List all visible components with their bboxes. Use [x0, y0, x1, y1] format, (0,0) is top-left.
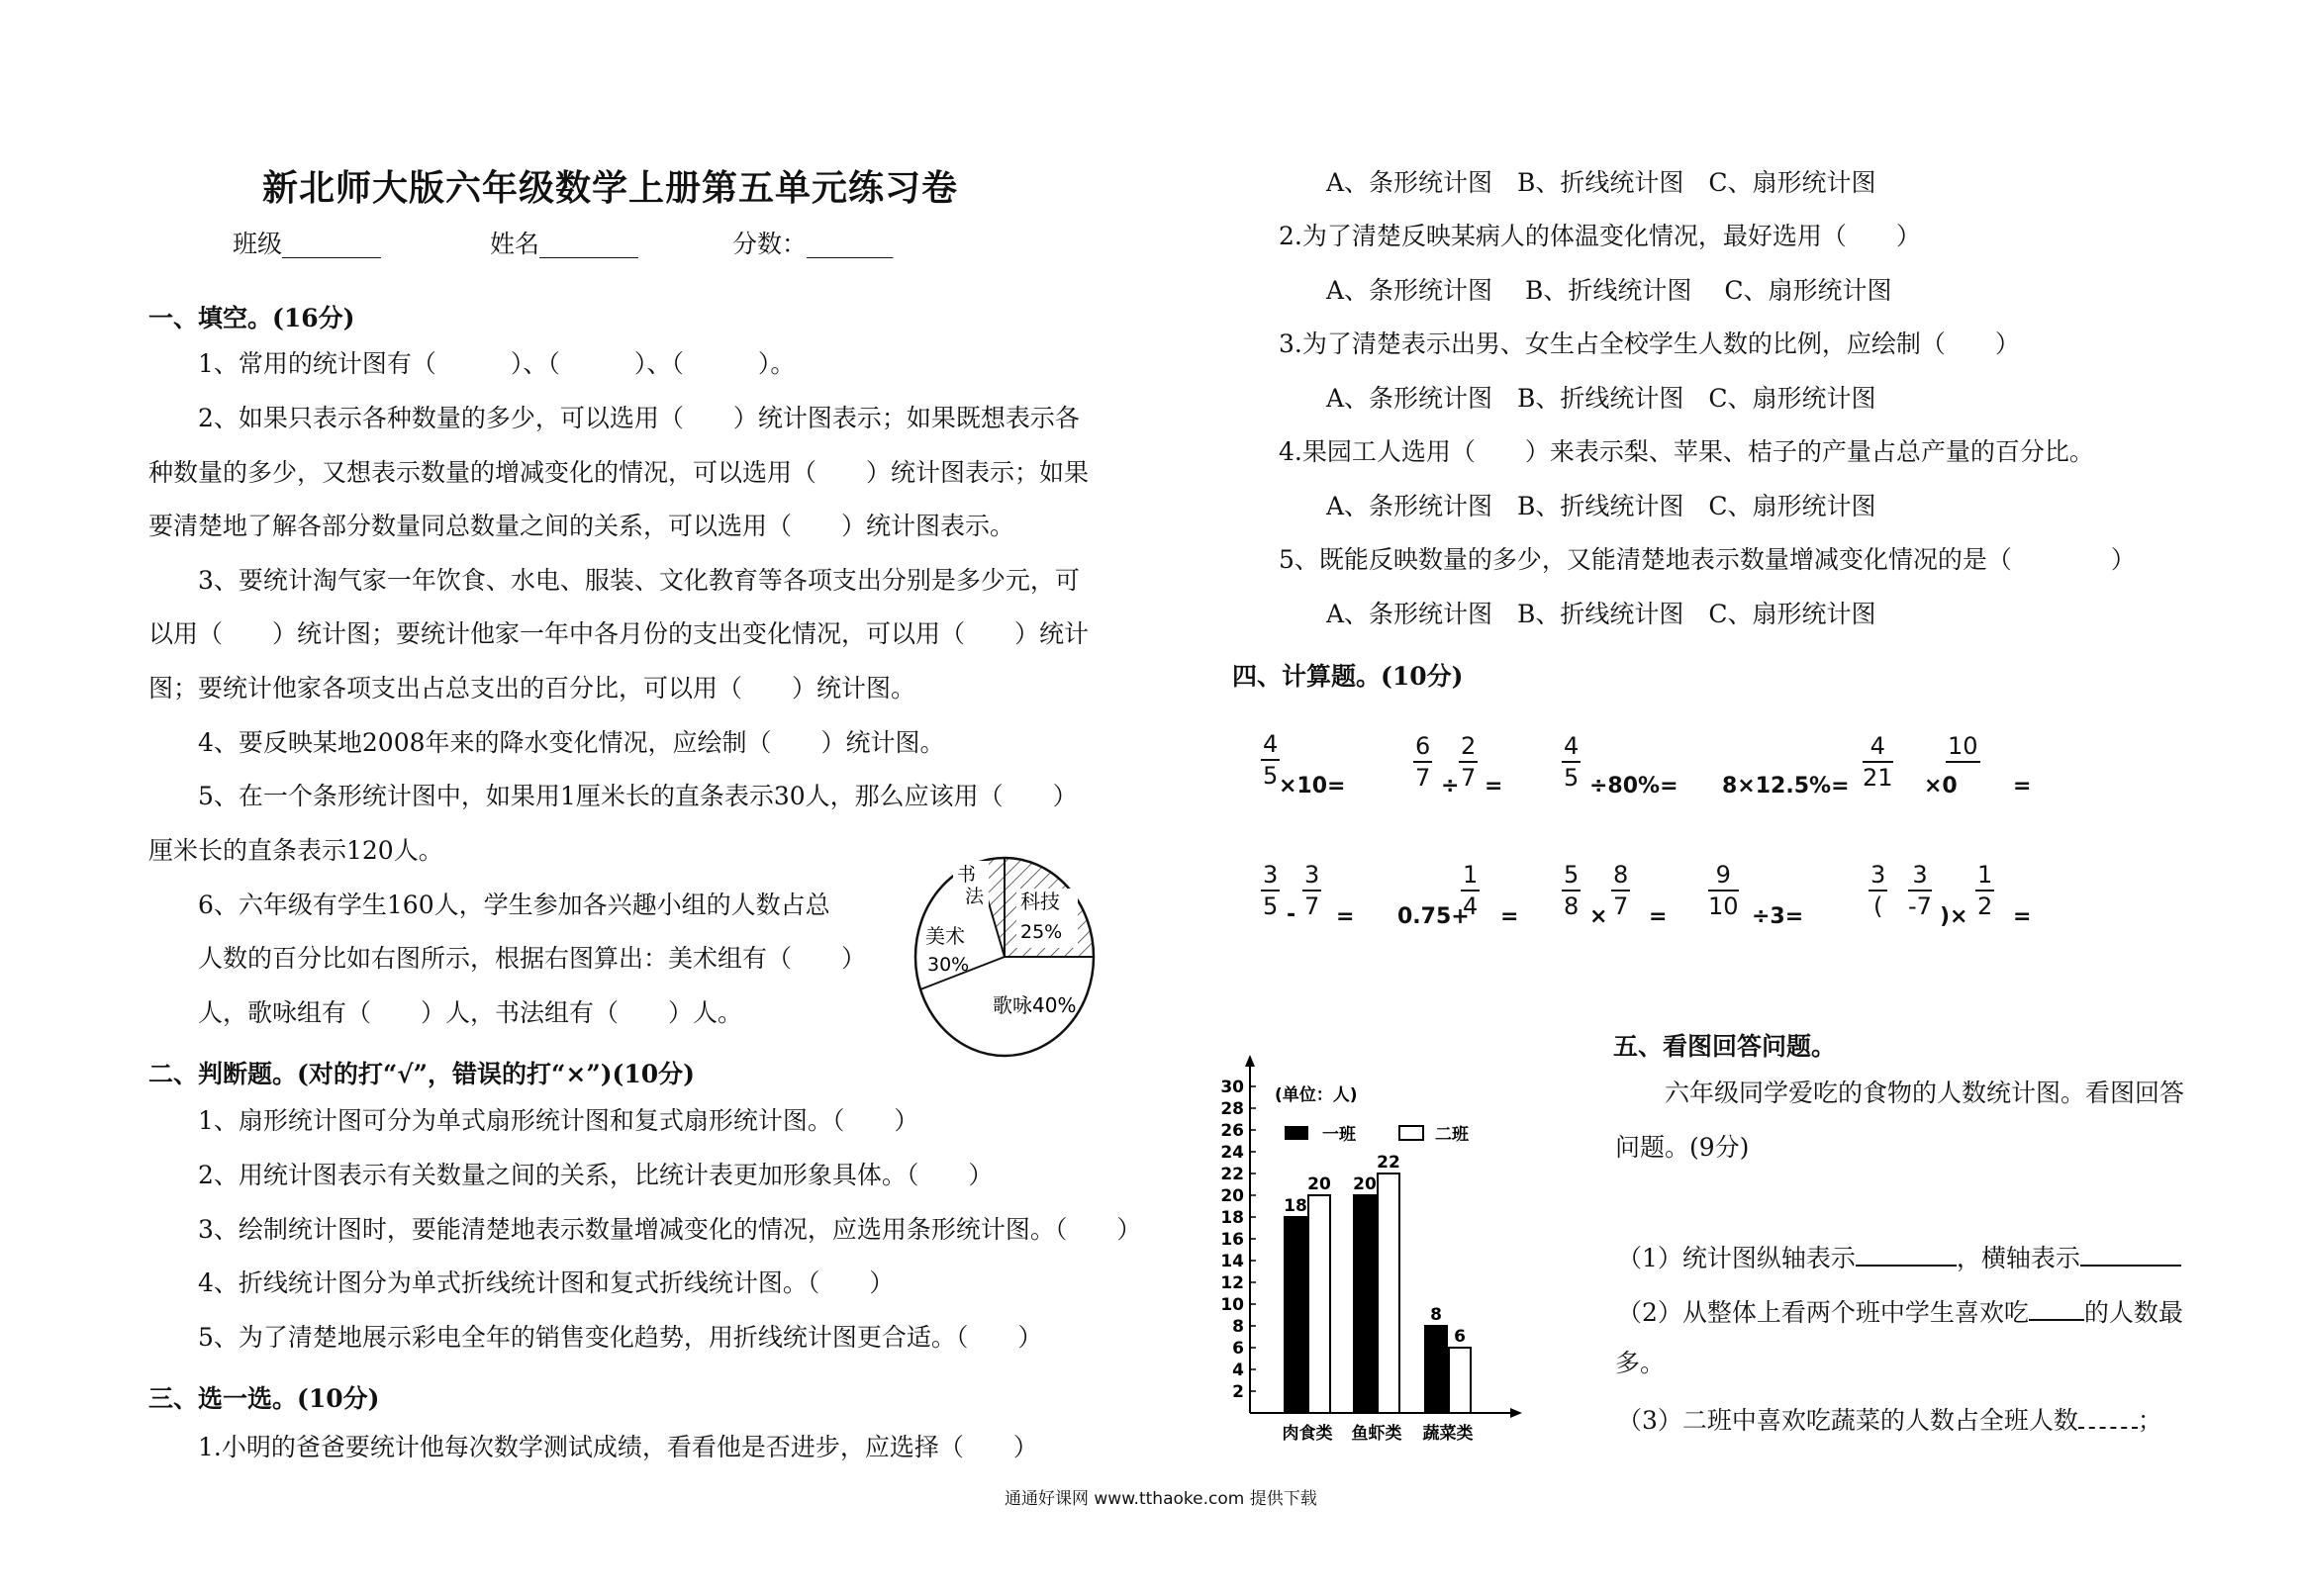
s2-line-2: 2、用统计图表示有关数量之间的关系，比统计表更加形象具体。（ ） — [198, 1161, 994, 1189]
bar-class2 — [1449, 1348, 1471, 1413]
r1-text-4: ÷80%= — [1589, 774, 1678, 798]
r1-frac-5: $\frac{4}{21}$ — [1863, 732, 1893, 792]
y-tick-label: 6 — [1232, 1339, 1244, 1359]
s5-q2: （2）从整体上看两个班中学生喜欢吃 的人数最 — [1617, 1298, 2183, 1327]
r2-frac-9: $\frac{1}{2}$ — [1977, 861, 1993, 920]
r2-text-3: 0.75+ — [1397, 904, 1470, 929]
s3-q5: 5、既能反映数量的多少，又能清楚地表示数量增减变化情况的是（ ） — [1279, 545, 2136, 574]
s3-q1: 1.小明的爸爸要统计他每次数学测试成绩，看看他是否进步，应选择（ ） — [198, 1433, 1038, 1461]
s5-q3: （3）二班中喜欢吃蔬菜的人数占全班人数 ； — [1617, 1406, 2162, 1435]
bar-class2 — [1308, 1195, 1330, 1413]
s1-line-4: 要清楚地了解各部分数量同总数量之间的关系，可以选用（ ）统计图表示。 — [148, 512, 1015, 540]
interest-group-pie-chart — [906, 849, 1103, 1065]
y-tick-label: 12 — [1220, 1273, 1244, 1293]
s1-line-6: 以用（ ）统计图；要统计他家一年中各月份的支出变化情况，可以用（ ）统计 — [148, 619, 1090, 648]
s5-intro-2: 问题。(9分) — [1615, 1133, 1750, 1162]
s3-q4: 4.果园工人选用（ ）来表示梨、苹果、桔子的产量占总产量的百分比。 — [1279, 437, 2094, 466]
s1-line-1: 1、常用的统计图有（ ）、（ ）、（ ）。 — [198, 349, 796, 378]
s5-intro-1: 六年级同学爱吃的食物的人数统计图。看图回答 — [1665, 1079, 2185, 1107]
y-tick-label: 22 — [1220, 1165, 1244, 1184]
section5-heading: 五、看图回答问题。 — [1613, 1032, 1837, 1061]
s1-line-11: 6、六年级有学生160人，学生参加各兴趣小组的人数占总 — [198, 891, 830, 919]
bar-value-label: 20 — [1353, 1174, 1377, 1194]
pie-label-shufa-2: 法 — [965, 886, 985, 907]
s5-q3-blank[interactable] — [2078, 1405, 2138, 1429]
s2-line-1: 1、扇形统计图可分为单式扇形统计图和复式扇形统计图。（ ） — [198, 1106, 919, 1135]
s5-q2-cont: 多。 — [1615, 1349, 1666, 1377]
legend-swatch-class2 — [1399, 1126, 1423, 1140]
s3-q2: 2.为了清楚反映某病人的体温变化情况，最好选用（ ） — [1279, 222, 1921, 250]
s3-q4-options: A、条形统计图 B、折线统计图 C、扇形统计图 — [1326, 492, 1876, 520]
r2-frac-8: $\frac{3}{-7}$ — [1908, 861, 1932, 920]
pie-label-keji: 科技 — [1020, 890, 1060, 913]
r1-text-5: 8×12.5%= — [1722, 774, 1850, 798]
bar-class2 — [1378, 1174, 1399, 1413]
section4-heading: 四、计算题。(10分) — [1232, 662, 1464, 691]
s3-q2-options: A、条形统计图 B、折线统计图 C、扇形统计图 — [1326, 276, 1892, 305]
s3-q3: 3.为了清楚表示出男、女生占全校学生人数的比例，应绘制（ ） — [1279, 329, 2020, 358]
bar-unit-label: (单位：人) — [1275, 1085, 1358, 1105]
x-category-label: 蔬菜类 — [1422, 1424, 1474, 1444]
r2-frac-1: $\frac{3}{5}$ — [1263, 861, 1279, 920]
section2-heading: 二、判断题。(对的打“√”，错误的打“×”)(10分) — [148, 1060, 696, 1088]
s3-q3-options: A、条形统计图 B、折线统计图 C、扇形统计图 — [1326, 384, 1876, 413]
bar-value-label: 6 — [1454, 1327, 1466, 1347]
r1-text-6: ×0 — [1924, 774, 1958, 798]
r2-text-9: = — [2013, 904, 2032, 929]
s2-line-4: 4、折线统计图分为单式折线统计图和复式折线统计图。（ ） — [198, 1268, 895, 1297]
s2-line-3: 3、绘制统计图时，要能清楚地表示数量增减变化的情况，应选用条形统计图。（ ） — [198, 1215, 1142, 1244]
s1-line-5: 3、要统计淘气家一年饮食、水电、服装、文化教育等各项支出分别是多少元，可 — [198, 566, 1080, 595]
bar-class1 — [1354, 1195, 1376, 1413]
bar-marks — [1283, 1153, 1474, 1444]
r2-frac-7: 3 ( — [1870, 861, 1886, 920]
r1-text-2: ÷ — [1441, 774, 1460, 798]
y-tick-label: 24 — [1220, 1143, 1244, 1163]
y-tick-label: 10 — [1220, 1295, 1244, 1315]
y-tick-label: 28 — [1220, 1099, 1244, 1119]
y-tick-label: 30 — [1220, 1078, 1244, 1097]
footer: 通通好课网 www.tthaoke.com 提供下载 — [1005, 1489, 1317, 1509]
pie-label-geyong: 歌咏40% — [993, 993, 1077, 1017]
y-tick-label: 4 — [1232, 1361, 1244, 1380]
y-tick-label: 20 — [1220, 1186, 1244, 1206]
page-title: 新北师大版六年级数学上册第五单元练习卷 — [262, 167, 959, 209]
s1-line-2: 2、如果只表示各种数量的多少，可以选用（ ）统计图表示；如果既想表示各 — [198, 404, 1080, 432]
name-label: 姓名________ — [490, 230, 639, 258]
s5-q1-blank-1[interactable] — [1856, 1243, 1957, 1267]
class-label: 班级________ — [233, 230, 382, 258]
r1-frac-4: $\frac{4}{5}$ — [1564, 732, 1580, 792]
score-label: 分数：_______ — [732, 230, 894, 258]
s1-line-7: 图；要统计他家各项支出占总支出的百分比，可以用（ ）统计图。 — [148, 674, 916, 703]
section3-heading: 三、选一选。(10分) — [148, 1384, 380, 1413]
y-tick-label: 8 — [1232, 1317, 1244, 1337]
r2-text-6: = — [1649, 904, 1668, 929]
s2-line-5: 5、为了清楚地展示彩电全年的销售变化趋势，用折线统计图更合适。（ ） — [198, 1323, 1043, 1352]
s1-line-8: 4、要反映某地2008年来的降水变化情况，应绘制（ ）统计图。 — [198, 728, 945, 757]
pie-label-meishu-pct: 30% — [927, 954, 970, 976]
x-category-label: 鱼虾类 — [1351, 1424, 1402, 1444]
y-tick-label: 18 — [1220, 1208, 1244, 1228]
food-preference-bar-chart — [1205, 1051, 1532, 1466]
y-axis-arrow — [1245, 1055, 1255, 1067]
bar-class1 — [1285, 1217, 1306, 1413]
y-tick-label: 2 — [1232, 1382, 1244, 1402]
r2-text-5: × — [1589, 904, 1608, 929]
r2-text-4: = — [1500, 904, 1519, 929]
s1-line-13: 人，歌咏组有（ ）人，书法组有（ ）人。 — [198, 998, 743, 1027]
pie-label-meishu: 美术 — [925, 924, 965, 948]
x-axis-arrow — [1510, 1408, 1522, 1418]
y-tick-label: 26 — [1220, 1121, 1244, 1141]
s5-q1-blank-2[interactable] — [2080, 1243, 2181, 1267]
r2-text-7: ÷3= — [1752, 904, 1804, 929]
r2-frac-2: $\frac{3}{7}$ — [1304, 861, 1320, 920]
s3-q1-options: A、条形统计图 B、折线统计图 C、扇形统计图 — [1326, 168, 1876, 197]
s1-line-9: 5、在一个条形统计图中，如果用1厘米长的直条表示30人，那么应该用（ ） — [198, 782, 1078, 810]
pie-label-shufa-1: 书 — [957, 864, 977, 886]
bar-value-label: 8 — [1430, 1305, 1442, 1325]
r1-text-3: = — [1485, 774, 1503, 798]
bar-value-label: 18 — [1284, 1196, 1307, 1216]
r1-frac-6: 10 — [1946, 734, 1980, 766]
bar-value-label: 22 — [1377, 1153, 1400, 1173]
x-category-label: 肉食类 — [1282, 1424, 1333, 1444]
s3-q5-options: A、条形统计图 B、折线统计图 C、扇形统计图 — [1326, 600, 1876, 628]
r2-frac-5: $\frac{8}{7}$ — [1613, 861, 1629, 920]
r2-frac-4: $\frac{5}{8}$ — [1564, 861, 1580, 920]
r2-frac-6: $\frac{9}{10}$ — [1708, 861, 1739, 920]
s1-line-12: 人数的百分比如右图所示，根据右图算出：美术组有（ ） — [198, 944, 867, 973]
r1-frac-1: $\frac{4}{5}$ — [1263, 730, 1279, 790]
pie-label-keji-pct: 25% — [1020, 921, 1063, 943]
s1-line-10: 厘米长的直条表示120人。 — [148, 836, 443, 865]
s5-q1: （1）统计图纵轴表示 ，横轴表示 — [1617, 1243, 2181, 1270]
r2-text-2: = — [1336, 904, 1355, 929]
s1-line-3: 种数量的多少，又想表示数量的增减变化的情况，可以选用（ ）统计图表示；如果 — [148, 458, 1090, 487]
legend-label-class1: 一班 — [1322, 1125, 1356, 1145]
r1-text-1: ×10= — [1279, 774, 1346, 798]
r1-frac-3: $\frac{2}{7}$ — [1461, 732, 1477, 792]
r1-frac-2: $\frac{6}{7}$ — [1415, 732, 1431, 792]
y-tick-label: 16 — [1220, 1230, 1244, 1250]
r1-text-7: = — [2013, 774, 2032, 798]
section1-heading: 一、填空。(16分) — [148, 304, 355, 332]
r2-frac-3: $\frac{1}{4}$ — [1463, 861, 1479, 920]
r2-text-1: - — [1287, 902, 1296, 927]
bar-value-label: 20 — [1307, 1174, 1331, 1194]
legend-swatch-class1 — [1285, 1126, 1308, 1140]
legend-label-class2: 二班 — [1435, 1125, 1469, 1145]
s5-q2-blank[interactable] — [2029, 1297, 2084, 1321]
bar-class1 — [1425, 1326, 1447, 1413]
r2-text-8: )× — [1940, 904, 1968, 929]
y-tick-label: 14 — [1220, 1252, 1244, 1271]
